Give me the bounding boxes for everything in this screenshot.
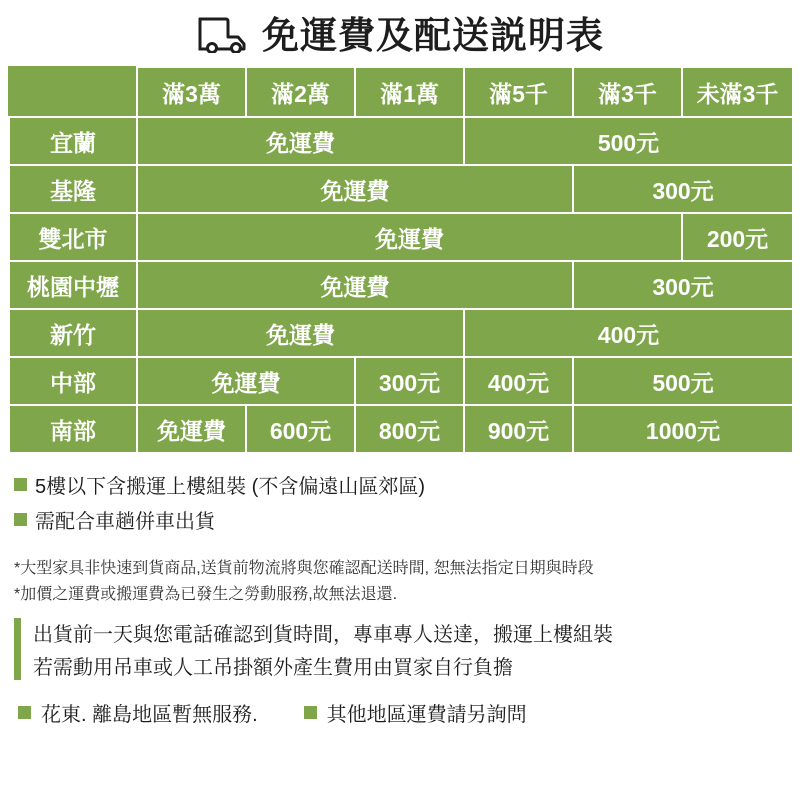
col-header-4: 滿5千	[464, 67, 573, 117]
table-cell-fee: 免運費	[137, 117, 464, 165]
table-row	[9, 357, 793, 405]
fineprint-line: *大型家具非快速到貨商品,送貨前物流將與您確認配送時間, 恕無法指定日期與時段	[14, 560, 594, 577]
table-cell-fee: 300元	[573, 261, 793, 309]
table-cell-fee: 免運費	[137, 213, 682, 261]
fineprint-line: *加價之運費或搬運費為已發生之勞動服務,故無法退還.	[14, 586, 398, 603]
table-cell-fee: 300元	[573, 165, 793, 213]
shipping-table-wrap	[0, 66, 800, 454]
col-header-6: 未滿3千	[682, 67, 793, 117]
note-item	[14, 470, 786, 499]
table-row	[9, 405, 793, 453]
notes-list	[0, 454, 800, 534]
table-cell-fee: 免運費	[137, 261, 573, 309]
table-cell-fee: 200元	[682, 213, 793, 261]
highlight-block	[14, 618, 786, 680]
row-header-region: 宜蘭	[9, 117, 137, 165]
page-title: 免運費及配送説明表	[262, 14, 604, 56]
highlight-line: 出貨前一天與您電話確認到貨時間，專車專人送達，搬運上樓組裝	[33, 624, 613, 646]
table-cell-fee: 免運費	[137, 405, 246, 453]
table-corner-blank	[9, 67, 137, 117]
fineprint-block	[0, 540, 800, 604]
col-header-2: 滿2萬	[246, 67, 355, 117]
table-body	[9, 117, 793, 453]
shipping-fee-table	[8, 66, 794, 454]
page-title-row	[0, 0, 800, 66]
green-square-bullet-icon	[304, 706, 317, 719]
table-cell-fee: 600元	[246, 405, 355, 453]
row-header-region: 中部	[9, 357, 137, 405]
footer-left-text: 花東. 離島地區暫無服務.	[41, 704, 258, 726]
col-header-1: 滿3萬	[137, 67, 246, 117]
table-cell-fee: 400元	[464, 309, 793, 357]
table-cell-fee: 900元	[464, 405, 573, 453]
table-cell-fee: 300元	[355, 357, 464, 405]
table-cell-fee: 1000元	[573, 405, 793, 453]
note-text: 5樓以下含搬運上樓組裝 (不含偏遠山區郊區)	[35, 476, 425, 498]
table-cell-fee: 500元	[464, 117, 793, 165]
green-square-bullet-icon	[18, 706, 31, 719]
table-row	[9, 261, 793, 309]
table-cell-fee: 800元	[355, 405, 464, 453]
table-cell-fee: 400元	[464, 357, 573, 405]
table-header-row	[9, 67, 793, 117]
note-item	[14, 505, 786, 534]
delivery-truck-icon	[196, 13, 252, 58]
highlight-line: 若需動用吊車或人工吊掛額外產生費用由買家自行負擔	[33, 657, 513, 679]
note-text: 需配合車趟併車出貨	[35, 511, 215, 533]
col-header-3: 滿1萬	[355, 67, 464, 117]
table-row	[9, 213, 793, 261]
row-header-region: 新竹	[9, 309, 137, 357]
table-cell-fee: 免運費	[137, 309, 464, 357]
table-cell-fee: 免運費	[137, 165, 573, 213]
table-cell-fee: 免運費	[137, 357, 355, 405]
table-row	[9, 117, 793, 165]
table-row	[9, 165, 793, 213]
footer-row	[0, 684, 800, 727]
table-cell-fee: 500元	[573, 357, 793, 405]
row-header-region: 桃園中壢	[9, 261, 137, 309]
row-header-region: 南部	[9, 405, 137, 453]
col-header-5: 滿3千	[573, 67, 682, 117]
table-row	[9, 309, 793, 357]
footer-right-text: 其他地區運費請另詢問	[326, 704, 527, 726]
row-header-region: 雙北市	[9, 213, 137, 261]
green-square-bullet-icon	[14, 513, 27, 526]
green-square-bullet-icon	[14, 478, 27, 491]
row-header-region: 基隆	[9, 165, 137, 213]
